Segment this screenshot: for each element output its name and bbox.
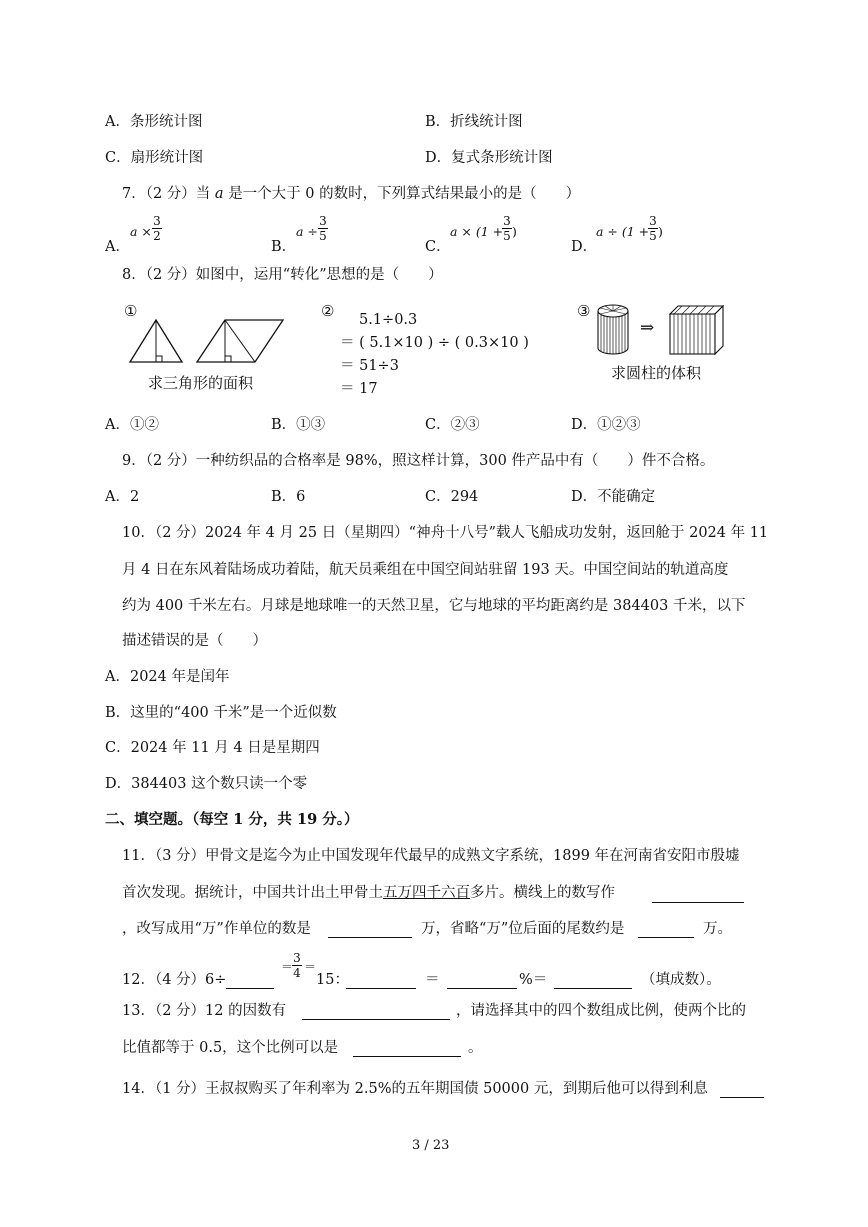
q13-line2-pre: 比值都等于 0.5，这个比例可以是 — [122, 1040, 339, 1056]
q12-percent: %＝ — [519, 972, 548, 988]
q7-option-b-expr: a ÷ — [296, 224, 318, 239]
q7-option-d-fraction: 3 5 — [649, 214, 657, 243]
q12-eq1: ＝ — [281, 960, 294, 974]
q13-blank-2[interactable] — [353, 1056, 461, 1057]
q12-fraction: 3 4 — [293, 951, 301, 980]
q8-option-b: B．①③ — [271, 417, 326, 433]
q9-option-b: B．6 — [271, 489, 306, 505]
q7-option-a-label: A． — [105, 239, 130, 255]
q9-option-d: D．不能确定 — [571, 489, 656, 505]
q7-option-d-label: D． — [571, 239, 598, 255]
q10-option-d: D．384403 这个数只读一个零 — [105, 776, 308, 792]
q12-blank-3[interactable] — [447, 988, 517, 989]
q12-eq2: ＝ — [304, 960, 317, 974]
q11-blank-2[interactable] — [328, 937, 412, 938]
q7-option-c-label: C． — [425, 239, 451, 255]
q8-fig2-line3: ＝ 51÷3 — [340, 358, 399, 374]
q11-line3-b: 万，省略“万”位后面的尾数约是 — [421, 921, 625, 937]
q12-ratio: 15： — [316, 972, 349, 988]
q8-fig3-number: ③ — [577, 302, 591, 320]
q7-option-c-tail: ) — [512, 224, 517, 239]
q6-option-d: D．复式条形统计图 — [425, 150, 553, 166]
q8-fig3-caption: 求圆柱的体积 — [611, 364, 702, 382]
q10-option-c: C．2024 年 11 月 4 日是星期四 — [105, 740, 320, 756]
q10-option-a: A．2024 年是闰年 — [105, 669, 230, 685]
q14-blank[interactable] — [720, 1097, 764, 1098]
q7-option-b-fraction: 3 5 — [319, 214, 327, 243]
cylinder-sliced-figure — [595, 302, 635, 358]
q13-line1-pre: 13．（2 分）12 的因数有 — [122, 1003, 287, 1019]
q6-option-b: B．折线统计图 — [425, 114, 523, 130]
q10-line2: 月 4 日在东风着陆场成功着陆，航天员乘组在中国空间站驻留 193 天。中国空间站的轨道高度 — [122, 562, 729, 578]
q11-blank-3[interactable] — [638, 937, 694, 938]
q7-option-a-fraction: 3 2 — [153, 214, 161, 243]
q12-eq3: ＝ — [425, 972, 440, 988]
triangle-to-parallelogram-figure — [125, 316, 285, 366]
q11-line3-a: ，改写成用“万”作单位的数是 — [122, 921, 311, 937]
q11-line1: 11．（3 分）甲骨文是迄今为止中国发现年代最早的成熟文字系统，1899 年在河南省安阳市殷墟 — [122, 848, 740, 864]
q8-fig2-number: ② — [321, 302, 335, 320]
q7-option-c-fraction: 3 5 — [503, 214, 511, 243]
q10-line3: 约为 400 千米左右。月球是地球唯一的天然卫星，它与地球的平均距离约是 384403 千米，以下 — [122, 598, 746, 614]
section-heading: 二、填空题。（每空 1 分，共 19 分。） — [105, 811, 359, 828]
q8-fig2-line1: 5.1÷0.3 — [359, 312, 418, 328]
q13-line1-post: ，请选择其中的四个数组成比例，使两个比的 — [456, 1003, 746, 1019]
underlined-number-text: 五万四千六百 — [383, 885, 470, 901]
q8-fig1-caption: 求三角形的面积 — [148, 374, 254, 392]
q12-blank-4[interactable] — [554, 988, 632, 989]
q8-fig2-line2: ＝ ( 5.1×10 ) ÷ ( 0.3×10 ) — [340, 335, 529, 351]
q9-option-c: C．294 — [425, 489, 479, 505]
q12-tail: （填成数）。 — [641, 972, 721, 988]
q7-stem: 7．（2 分）当 a 是一个大于 0 的数时，下列算式结果最小的是（ ） — [122, 186, 581, 202]
q11-blank-1[interactable] — [652, 902, 744, 903]
arrow-right-icon: ⇒ — [640, 318, 655, 338]
q13-line2-post: 。 — [468, 1040, 483, 1056]
q8-option-d: D．①②③ — [571, 417, 641, 433]
q13-blank-1[interactable] — [302, 1019, 450, 1020]
q7-option-d-expr: a ÷ (1 + — [596, 224, 650, 239]
q14-stem: 14．（1 分）王叔叔购买了年利率为 2.5%的五年期国债 50000 元，到期后他可以得到利息 — [122, 1081, 708, 1097]
q8-fig1-number: ① — [124, 302, 138, 320]
q7-option-a-expr: a × — [130, 224, 152, 239]
q7-option-d-tail: ) — [658, 224, 663, 239]
cuboid-figure — [667, 302, 727, 358]
q8-option-a: A．①② — [105, 417, 159, 433]
q7-option-b-label: B． — [271, 239, 297, 255]
q12-blank-2[interactable] — [346, 988, 416, 989]
q6-option-a: A．条形统计图 — [105, 114, 203, 130]
q7-option-c-expr: a × (1 + — [450, 224, 504, 239]
page-number: 3 / 23 — [412, 1138, 450, 1153]
q10-line4: 描述错误的是（ ） — [122, 633, 267, 649]
q8-option-c: C．②③ — [425, 417, 480, 433]
q8-stem: 8．（2 分）如图中，运用“转化”思想的是（ ） — [122, 267, 443, 283]
q12-blank-1[interactable] — [226, 988, 274, 989]
q11-line3-c: 万。 — [703, 921, 732, 937]
q9-option-a: A．2 — [105, 489, 140, 505]
q9-stem: 9．（2 分）一种纺织品的合格率是 98%，照这样计算，300 件产品中有（ ）件不合格。 — [122, 453, 715, 469]
q8-fig2-line4: ＝ 17 — [340, 381, 378, 397]
q11-line2: 首次发现。据统计，中国共计出土甲骨土五万四千六百多片。横线上的数写作 — [122, 885, 615, 901]
q6-option-c: C．扇形统计图 — [105, 150, 204, 166]
q10-option-b: B．这里的“400 千米”是一个近似数 — [105, 705, 337, 721]
q10-line1: 10．（2 分）2024 年 4 月 25 日（星期四）“神舟十八号”载人飞船成功发射，返回舱于 2024 年 11 — [122, 525, 769, 541]
q12-prefix: 12．（4 分）6÷ — [122, 972, 227, 988]
